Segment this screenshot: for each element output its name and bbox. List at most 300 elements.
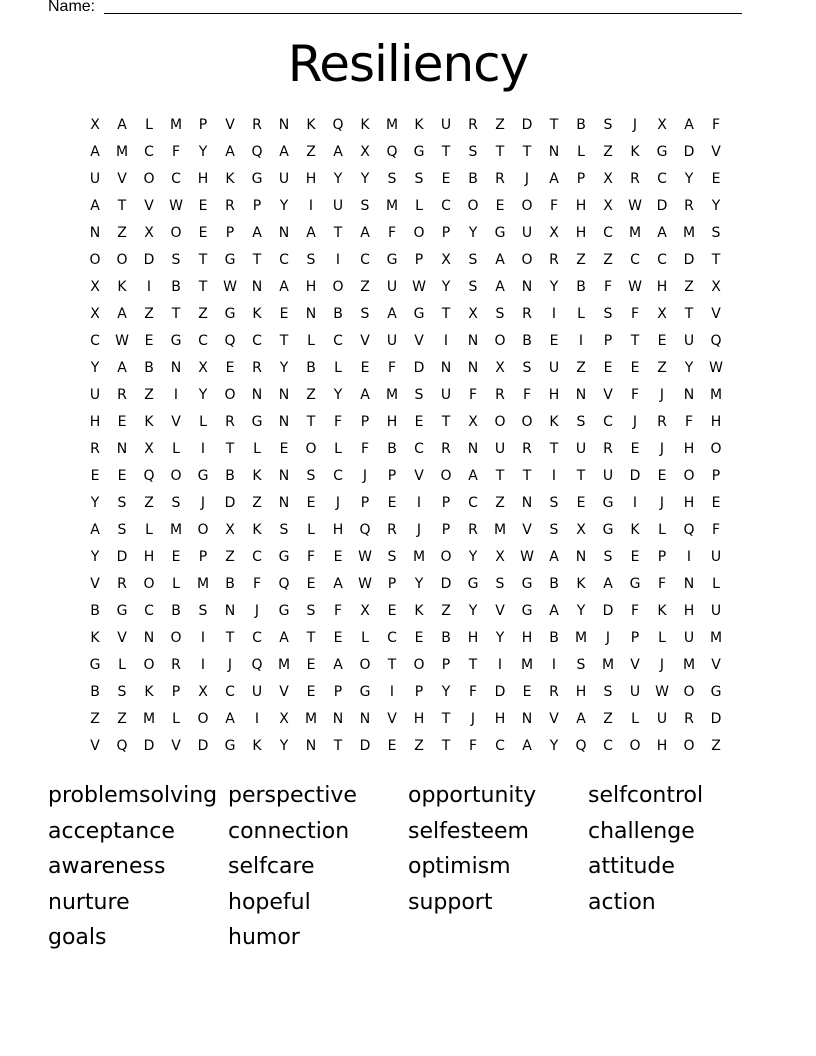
grid-letter: E bbox=[576, 495, 587, 511]
grid-letter: H bbox=[656, 279, 669, 295]
grid-letter: X bbox=[144, 225, 155, 241]
grid-letter: M bbox=[115, 144, 130, 160]
grid-letter: X bbox=[603, 198, 614, 214]
grid-letter: O bbox=[683, 468, 696, 484]
grid-letter: V bbox=[387, 711, 398, 727]
grid-letter: T bbox=[333, 738, 344, 754]
grid-letter: G bbox=[494, 225, 507, 241]
grid-letter: Y bbox=[441, 279, 452, 295]
grid-letter: O bbox=[494, 333, 507, 349]
grid-letter: H bbox=[386, 414, 399, 430]
grid-letter: Y bbox=[90, 495, 101, 511]
grid-letter: W bbox=[115, 333, 130, 349]
grid-letter: F bbox=[171, 144, 182, 160]
grid-letter: E bbox=[306, 684, 317, 700]
grid-letter: A bbox=[333, 144, 344, 160]
grid-letter: X bbox=[198, 684, 209, 700]
name-underline bbox=[104, 13, 742, 14]
grid-letter: Q bbox=[224, 333, 237, 349]
grid-letter: L bbox=[712, 576, 721, 592]
grid-letter: O bbox=[440, 468, 453, 484]
word-list-item: optimism bbox=[408, 854, 511, 880]
grid-letter: T bbox=[576, 468, 587, 484]
grid-letter: M bbox=[196, 576, 211, 592]
grid-row bbox=[82, 193, 730, 220]
word-list-item: challenge bbox=[588, 818, 695, 844]
grid-letter: N bbox=[467, 333, 480, 349]
grid-letter: J bbox=[659, 495, 666, 511]
grid-letter: Y bbox=[684, 171, 695, 187]
grid-letter: A bbox=[117, 360, 128, 376]
grid-letter: W bbox=[358, 549, 373, 565]
grid-letter: T bbox=[117, 198, 128, 214]
grid-letter: E bbox=[387, 495, 398, 511]
grid-letter: G bbox=[89, 657, 102, 673]
grid-letter: E bbox=[279, 441, 290, 457]
grid-letter: Y bbox=[198, 144, 209, 160]
grid-letter: N bbox=[224, 603, 237, 619]
grid-letter: E bbox=[657, 468, 668, 484]
grid-letter: N bbox=[305, 306, 318, 322]
grid-letter: N bbox=[575, 549, 588, 565]
grid-letter: M bbox=[682, 225, 697, 241]
word-list-item: selfesteem bbox=[408, 818, 529, 844]
grid-letter: Y bbox=[441, 684, 452, 700]
grid-letter: P bbox=[198, 117, 209, 133]
grid-letter: R bbox=[468, 522, 479, 538]
grid-letter: V bbox=[90, 738, 101, 754]
word-list-item: support bbox=[408, 889, 493, 915]
grid-letter: B bbox=[441, 630, 452, 646]
grid-letter: U bbox=[521, 225, 534, 241]
word-search-grid bbox=[82, 112, 730, 760]
grid-letter: W bbox=[655, 684, 670, 700]
grid-letter: L bbox=[334, 441, 343, 457]
grid-letter: K bbox=[252, 468, 263, 484]
grid-letter: O bbox=[170, 225, 183, 241]
grid-letter: H bbox=[521, 630, 534, 646]
grid-letter: G bbox=[278, 603, 291, 619]
grid-letter: P bbox=[171, 684, 182, 700]
grid-letter: A bbox=[279, 279, 290, 295]
grid-letter: X bbox=[549, 225, 560, 241]
grid-letter: E bbox=[630, 549, 641, 565]
grid-letter: B bbox=[144, 360, 155, 376]
grid-letter: O bbox=[89, 252, 102, 268]
grid-letter: U bbox=[575, 441, 588, 457]
grid-letter: T bbox=[495, 144, 506, 160]
grid-letter: H bbox=[683, 603, 696, 619]
grid-letter: M bbox=[385, 117, 400, 133]
grid-letter: G bbox=[521, 603, 534, 619]
grid-letter: R bbox=[495, 387, 506, 403]
grid-letter: E bbox=[630, 441, 641, 457]
grid-letter: C bbox=[468, 495, 479, 511]
grid-row bbox=[82, 355, 730, 382]
grid-row bbox=[82, 409, 730, 436]
grid-letter: T bbox=[468, 657, 479, 673]
grid-letter: S bbox=[171, 495, 182, 511]
grid-letter: Q bbox=[278, 576, 291, 592]
grid-letter: P bbox=[630, 630, 641, 646]
grid-letter: M bbox=[628, 225, 643, 241]
grid-letter: S bbox=[306, 252, 317, 268]
grid-letter: K bbox=[225, 171, 236, 187]
word-list-item: hopeful bbox=[228, 889, 311, 915]
word-list-item: attitude bbox=[588, 854, 675, 880]
grid-letter: H bbox=[656, 738, 669, 754]
grid-letter: G bbox=[278, 549, 291, 565]
grid-letter: K bbox=[252, 522, 263, 538]
grid-letter: O bbox=[683, 738, 696, 754]
grid-letter: B bbox=[171, 279, 182, 295]
grid-letter: E bbox=[117, 468, 128, 484]
grid-letter: L bbox=[658, 630, 667, 646]
grid-letter: D bbox=[710, 711, 723, 727]
grid-letter: F bbox=[657, 576, 668, 592]
grid-letter: C bbox=[333, 333, 344, 349]
grid-letter: G bbox=[521, 576, 534, 592]
grid-letter: X bbox=[360, 144, 371, 160]
grid-letter: Q bbox=[251, 144, 264, 160]
grid-letter: M bbox=[493, 522, 508, 538]
grid-letter: O bbox=[197, 711, 210, 727]
grid-letter: Z bbox=[225, 549, 236, 565]
grid-letter: P bbox=[441, 225, 452, 241]
grid-letter: Z bbox=[603, 144, 614, 160]
grid-letter: D bbox=[359, 738, 372, 754]
grid-letter: K bbox=[414, 117, 425, 133]
grid-letter: E bbox=[657, 333, 668, 349]
grid-letter: X bbox=[495, 549, 506, 565]
grid-letter: Z bbox=[576, 360, 587, 376]
grid-letter: C bbox=[387, 630, 398, 646]
grid-row bbox=[82, 544, 730, 571]
grid-letter: L bbox=[118, 657, 127, 673]
grid-letter: U bbox=[332, 198, 345, 214]
grid-letter: G bbox=[629, 576, 642, 592]
grid-letter: S bbox=[306, 603, 317, 619]
grid-letter: T bbox=[549, 441, 560, 457]
grid-letter: R bbox=[387, 522, 398, 538]
grid-letter: I bbox=[200, 630, 207, 646]
grid-letter: S bbox=[495, 306, 506, 322]
grid-letter: A bbox=[360, 225, 371, 241]
grid-letter: S bbox=[414, 171, 425, 187]
grid-letter: F bbox=[333, 603, 344, 619]
grid-letter: S bbox=[387, 549, 398, 565]
grid-letter: X bbox=[360, 603, 371, 619]
grid-letter: F bbox=[711, 522, 722, 538]
grid-letter: B bbox=[225, 468, 236, 484]
grid-letter: S bbox=[468, 252, 479, 268]
grid-letter: L bbox=[658, 522, 667, 538]
grid-letter: S bbox=[117, 495, 128, 511]
grid-letter: A bbox=[279, 630, 290, 646]
grid-letter: A bbox=[333, 576, 344, 592]
grid-letter: Y bbox=[279, 198, 290, 214]
grid-letter: B bbox=[576, 117, 587, 133]
grid-row bbox=[82, 328, 730, 355]
grid-letter: R bbox=[657, 414, 668, 430]
grid-letter: F bbox=[684, 414, 695, 430]
grid-letter: R bbox=[252, 117, 263, 133]
grid-letter: N bbox=[359, 711, 372, 727]
grid-letter: F bbox=[630, 603, 641, 619]
grid-letter: B bbox=[225, 576, 236, 592]
grid-letter: S bbox=[414, 387, 425, 403]
grid-letter: I bbox=[497, 657, 504, 673]
grid-letter: N bbox=[251, 387, 264, 403]
grid-letter: T bbox=[306, 630, 317, 646]
grid-letter: S bbox=[576, 414, 587, 430]
grid-letter: P bbox=[414, 252, 425, 268]
grid-letter: P bbox=[333, 684, 344, 700]
grid-letter: B bbox=[90, 684, 101, 700]
grid-letter: D bbox=[656, 198, 669, 214]
grid-letter: O bbox=[170, 468, 183, 484]
grid-letter: P bbox=[603, 333, 614, 349]
grid-letter: T bbox=[441, 306, 452, 322]
grid-letter: O bbox=[467, 198, 480, 214]
grid-letter: M bbox=[277, 657, 292, 673]
grid-letter: A bbox=[90, 198, 101, 214]
grid-letter: D bbox=[683, 252, 696, 268]
grid-letter: I bbox=[389, 684, 396, 700]
grid-letter: R bbox=[252, 360, 263, 376]
grid-letter: L bbox=[307, 522, 316, 538]
grid-letter: N bbox=[467, 360, 480, 376]
grid-letter: I bbox=[308, 198, 315, 214]
grid-letter: I bbox=[551, 468, 558, 484]
grid-letter: A bbox=[549, 603, 560, 619]
grid-letter: J bbox=[632, 414, 639, 430]
grid-letter: D bbox=[602, 603, 615, 619]
grid-letter: U bbox=[629, 684, 642, 700]
grid-letter: L bbox=[334, 360, 343, 376]
grid-letter: H bbox=[683, 495, 696, 511]
grid-letter: X bbox=[441, 252, 452, 268]
grid-letter: T bbox=[630, 333, 641, 349]
grid-letter: S bbox=[387, 171, 398, 187]
grid-letter: S bbox=[171, 252, 182, 268]
grid-letter: H bbox=[305, 279, 318, 295]
grid-letter: F bbox=[630, 387, 641, 403]
grid-letter: V bbox=[117, 630, 128, 646]
word-list-item: awareness bbox=[48, 854, 166, 880]
grid-letter: I bbox=[551, 657, 558, 673]
word-list-item: selfcontrol bbox=[588, 783, 704, 808]
grid-letter: S bbox=[468, 144, 479, 160]
grid-row bbox=[82, 733, 730, 760]
grid-letter: D bbox=[629, 468, 642, 484]
grid-letter: U bbox=[440, 387, 453, 403]
grid-letter: X bbox=[198, 360, 209, 376]
grid-letter: E bbox=[198, 198, 209, 214]
grid-letter: T bbox=[171, 306, 182, 322]
word-list-item: action bbox=[588, 889, 656, 915]
grid-letter: P bbox=[387, 576, 398, 592]
grid-letter: J bbox=[659, 657, 666, 673]
grid-row bbox=[82, 706, 730, 733]
grid-letter: E bbox=[198, 225, 209, 241]
grid-letter: Z bbox=[657, 360, 668, 376]
grid-letter: E bbox=[306, 657, 317, 673]
grid-letter: U bbox=[89, 387, 102, 403]
grid-letter: G bbox=[710, 684, 723, 700]
grid-letter: X bbox=[495, 360, 506, 376]
grid-letter: C bbox=[603, 414, 614, 430]
word-list-item: problemsolving bbox=[48, 783, 218, 808]
grid-letter: V bbox=[630, 657, 641, 673]
grid-letter: L bbox=[577, 306, 586, 322]
grid-letter: X bbox=[711, 279, 722, 295]
grid-letter: K bbox=[252, 306, 263, 322]
grid-letter: G bbox=[251, 171, 264, 187]
grid-row bbox=[82, 517, 730, 544]
grid-letter: B bbox=[549, 576, 560, 592]
grid-row bbox=[82, 301, 730, 328]
grid-letter: N bbox=[143, 630, 156, 646]
grid-letter: P bbox=[360, 495, 371, 511]
grid-letter: D bbox=[197, 738, 210, 754]
grid-letter: Z bbox=[306, 144, 317, 160]
grid-letter: R bbox=[171, 657, 182, 673]
grid-letter: H bbox=[575, 684, 588, 700]
grid-letter: T bbox=[711, 252, 722, 268]
grid-letter: A bbox=[495, 252, 506, 268]
grid-letter: N bbox=[683, 387, 696, 403]
grid-letter: L bbox=[307, 333, 316, 349]
grid-letter: M bbox=[601, 657, 616, 673]
grid-letter: L bbox=[172, 576, 181, 592]
grid-letter: Q bbox=[683, 522, 696, 538]
grid-letter: C bbox=[171, 171, 182, 187]
grid-letter: R bbox=[495, 171, 506, 187]
grid-letter: O bbox=[521, 414, 534, 430]
grid-letter: T bbox=[225, 441, 236, 457]
grid-letter: M bbox=[169, 117, 184, 133]
grid-letter: D bbox=[521, 117, 534, 133]
grid-letter: Y bbox=[414, 576, 425, 592]
grid-letter: N bbox=[278, 468, 291, 484]
grid-letter: C bbox=[279, 252, 290, 268]
grid-letter: H bbox=[683, 441, 696, 457]
grid-letter: N bbox=[548, 144, 561, 160]
grid-letter: H bbox=[305, 171, 318, 187]
grid-letter: E bbox=[144, 333, 155, 349]
grid-letter: E bbox=[387, 738, 398, 754]
grid-letter: D bbox=[224, 495, 237, 511]
grid-letter: P bbox=[657, 549, 668, 565]
grid-letter: D bbox=[143, 252, 156, 268]
grid-letter: F bbox=[468, 684, 479, 700]
grid-letter: K bbox=[657, 603, 668, 619]
grid-letter: R bbox=[684, 198, 695, 214]
grid-letter: J bbox=[335, 495, 342, 511]
grid-letter: F bbox=[333, 414, 344, 430]
grid-letter: P bbox=[711, 468, 722, 484]
grid-letter: E bbox=[90, 468, 101, 484]
grid-letter: X bbox=[279, 711, 290, 727]
grid-letter: J bbox=[416, 522, 423, 538]
grid-letter: I bbox=[443, 333, 450, 349]
grid-letter: X bbox=[468, 414, 479, 430]
grid-letter: R bbox=[225, 198, 236, 214]
grid-letter: V bbox=[711, 657, 722, 673]
grid-letter: I bbox=[551, 306, 558, 322]
grid-letter: Z bbox=[144, 387, 155, 403]
grid-letter: M bbox=[169, 522, 184, 538]
grid-letter: T bbox=[387, 657, 398, 673]
grid-letter: Y bbox=[549, 279, 560, 295]
grid-row bbox=[82, 436, 730, 463]
grid-letter: O bbox=[224, 387, 237, 403]
grid-letter: W bbox=[169, 198, 184, 214]
grid-letter: O bbox=[494, 414, 507, 430]
grid-letter: C bbox=[252, 333, 263, 349]
grid-letter: X bbox=[225, 522, 236, 538]
grid-letter: K bbox=[117, 279, 128, 295]
grid-letter: O bbox=[710, 441, 723, 457]
grid-letter: C bbox=[333, 468, 344, 484]
grid-letter: F bbox=[387, 360, 398, 376]
grid-letter: J bbox=[605, 630, 612, 646]
grid-letter: I bbox=[254, 711, 261, 727]
grid-letter: G bbox=[602, 522, 615, 538]
grid-letter: Z bbox=[495, 117, 506, 133]
grid-letter: V bbox=[414, 333, 425, 349]
grid-letter: O bbox=[521, 252, 534, 268]
grid-letter: A bbox=[495, 279, 506, 295]
grid-letter: B bbox=[306, 360, 317, 376]
grid-row bbox=[82, 247, 730, 274]
grid-letter: U bbox=[251, 684, 264, 700]
grid-letter: E bbox=[279, 306, 290, 322]
grid-letter: S bbox=[576, 657, 587, 673]
grid-letter: K bbox=[252, 738, 263, 754]
grid-letter: Y bbox=[468, 603, 479, 619]
grid-letter: B bbox=[333, 306, 344, 322]
grid-row bbox=[82, 220, 730, 247]
word-list-item: acceptance bbox=[48, 818, 175, 844]
grid-letter: K bbox=[630, 144, 641, 160]
grid-letter: C bbox=[225, 684, 236, 700]
grid-letter: S bbox=[603, 117, 614, 133]
grid-letter: E bbox=[360, 360, 371, 376]
grid-letter: M bbox=[385, 387, 400, 403]
grid-letter: C bbox=[414, 441, 425, 457]
grid-letter: C bbox=[657, 252, 668, 268]
grid-letter: T bbox=[522, 468, 533, 484]
grid-letter: T bbox=[441, 711, 452, 727]
grid-letter: S bbox=[117, 522, 128, 538]
grid-letter: H bbox=[467, 630, 480, 646]
grid-letter: H bbox=[575, 198, 588, 214]
grid-letter: N bbox=[278, 414, 291, 430]
grid-letter: N bbox=[278, 225, 291, 241]
grid-letter: D bbox=[440, 576, 453, 592]
grid-letter: E bbox=[333, 549, 344, 565]
grid-letter: Y bbox=[468, 225, 479, 241]
grid-letter: Y bbox=[549, 738, 560, 754]
grid-letter: G bbox=[170, 333, 183, 349]
grid-letter: M bbox=[412, 549, 427, 565]
grid-letter: Z bbox=[306, 387, 317, 403]
grid-letter: X bbox=[144, 441, 155, 457]
grid-letter: E bbox=[711, 171, 722, 187]
grid-letter: T bbox=[333, 225, 344, 241]
